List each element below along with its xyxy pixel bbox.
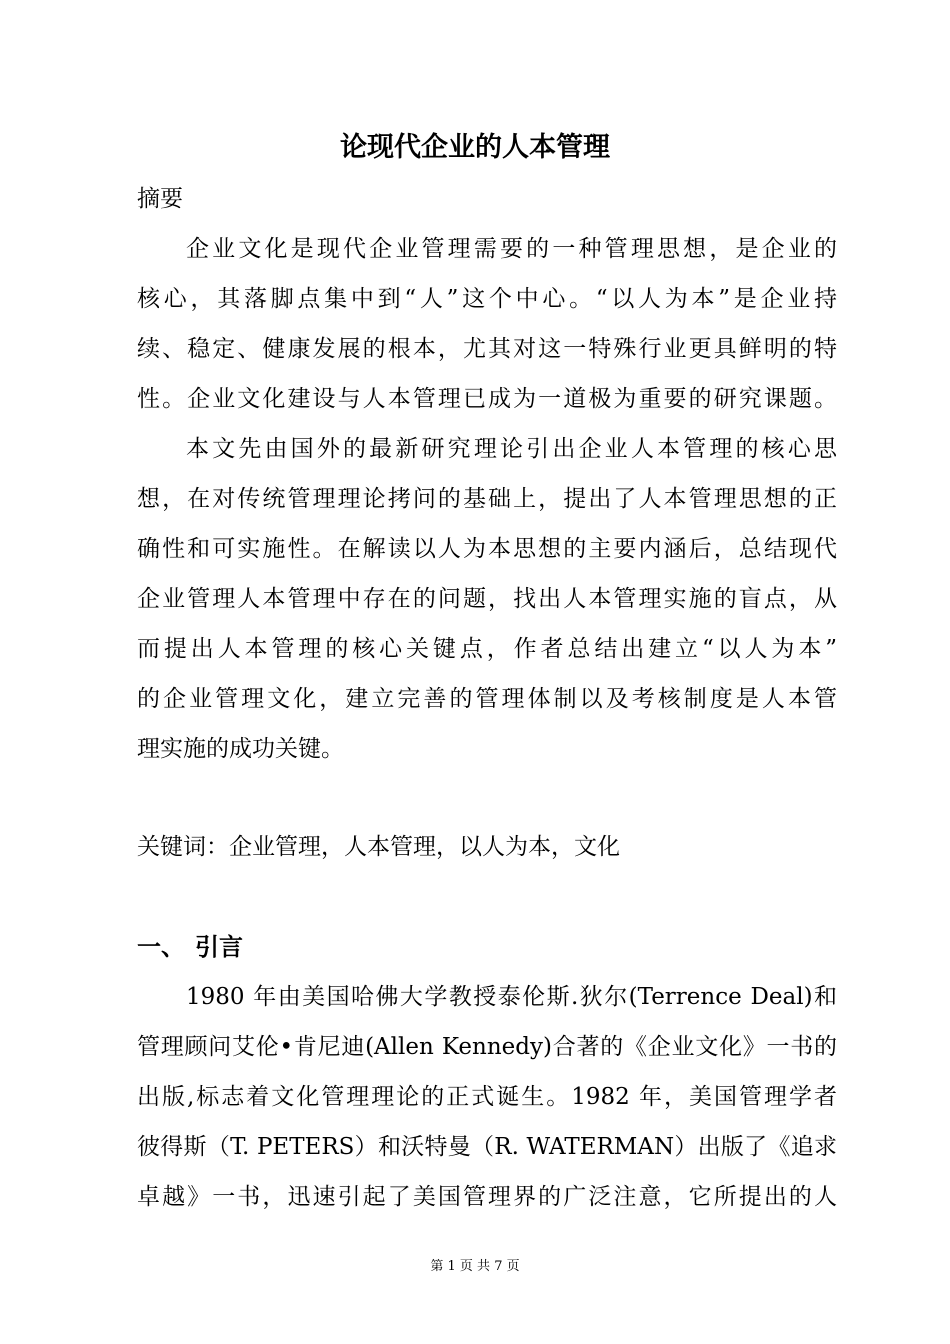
section-number: 一、 bbox=[137, 933, 185, 961]
abstract-para1-line: 核心，其落脚点集中到“人”这个中心。“以人为本”是企业持 bbox=[137, 286, 837, 312]
document-title: 论现代企业的人本管理 bbox=[340, 132, 610, 163]
page-footer: 第 1 页 共 7 页 bbox=[430, 1259, 520, 1274]
abstract-para1-line: 性。企业文化建设与人本管理已成为一道极为重要的研究课题。 bbox=[137, 386, 837, 412]
abstract-label: 摘要 bbox=[137, 186, 183, 212]
section-title: 引言 bbox=[195, 933, 243, 961]
abstract-para2-line: 企业管理人本管理中存在的问题，找出人本管理实施的盲点，从 bbox=[137, 586, 837, 612]
abstract-para2-line: 想，在对传统管理理论拷问的基础上，提出了人本管理思想的正 bbox=[137, 486, 837, 512]
section-body-line: 卓越》一书，迅速引起了美国管理界的广泛注意，它所提出的人 bbox=[137, 1184, 837, 1210]
section-body-line: 彼得斯（T. PETERS）和沃特曼（R. WATERMAN）出版了《追求 bbox=[137, 1134, 837, 1160]
section-body-line: 管理顾问艾伦•肯尼迪(Allen Kennedy)合著的《企业文化》一书的 bbox=[137, 1034, 837, 1060]
abstract-para2-line: 理实施的成功关键。 bbox=[137, 736, 344, 762]
abstract-para2-line: 确性和可实施性。在解读以人为本思想的主要内涵后，总结现代 bbox=[137, 536, 837, 562]
abstract-para1-line: 续、稳定、健康发展的根本，尤其对这一特殊行业更具鲜明的特 bbox=[137, 336, 837, 362]
abstract-para2-line: 的企业管理文化，建立完善的管理体制以及考核制度是人本管 bbox=[137, 686, 837, 712]
section-heading bbox=[137, 929, 243, 965]
section-body-line: 出版,标志着文化管理理论的正式诞生。1982 年，美国管理学者 bbox=[137, 1084, 837, 1110]
section-body-line: 1980 年由美国哈佛大学教授泰伦斯.狄尔(Terrence Deal)和 bbox=[186, 984, 837, 1010]
abstract-para2-line: 而提出人本管理的核心关键点，作者总结出建立“以人为本” bbox=[137, 636, 837, 662]
keywords-line: 关键词：企业管理，人本管理，以人为本，文化 bbox=[137, 834, 620, 860]
abstract-para2-line: 本文先由国外的最新研究理论引出企业人本管理的核心思 bbox=[186, 436, 837, 462]
abstract-para1-line: 企业文化是现代企业管理需要的一种管理思想，是企业的 bbox=[186, 236, 837, 262]
